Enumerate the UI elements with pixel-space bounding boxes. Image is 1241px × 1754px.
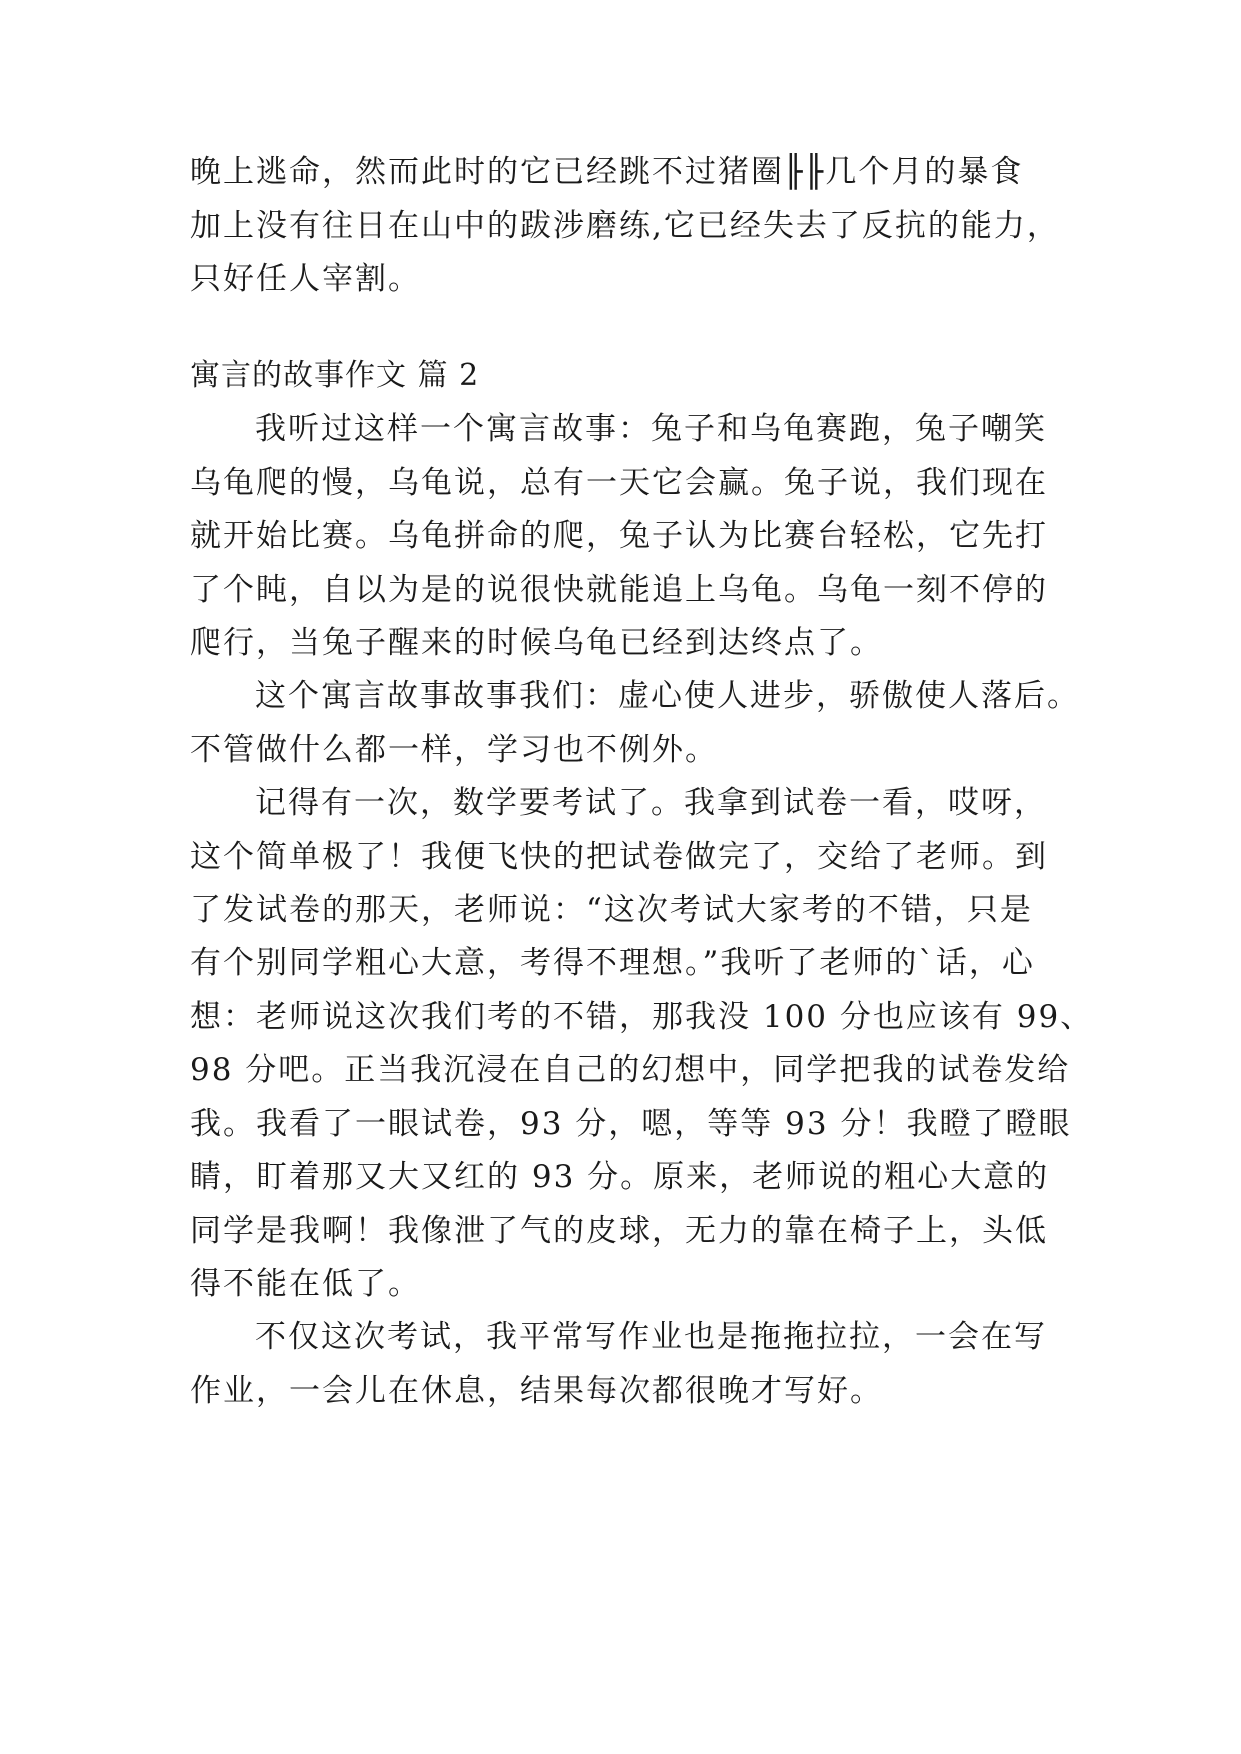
paragraph-line: 这个寓言故事故事我们：虚心使人进步，骄傲使人落后。	[255, 678, 1080, 714]
paragraph-line: 晚上逃命，然而此时的它已经跳不过猪圈╟╟几个月的暴食	[190, 154, 1024, 190]
paragraph-line: 加上没有往日在山中的跋涉磨练,它已经失去了反抗的能力，	[190, 208, 1060, 244]
paragraph-line: 这个简单极了！我便飞快的把试卷做完了，交给了老师。到	[190, 839, 1048, 875]
paragraph-line: 睛，盯着那又大又红的 93 分。原来，老师说的粗心大意的	[190, 1159, 1050, 1195]
paragraph-line: 我听过这样一个寓言故事：兔子和乌龟赛跑，兔子嘲笑	[255, 411, 1047, 447]
paragraph-line: 了个盹，自以为是的说很快就能追上乌龟。乌龟一刻不停的	[190, 572, 1048, 608]
paragraph-line: 我。我看了一眼试卷，93 分，嗯，等等 93 分！我瞪了瞪眼	[190, 1106, 1072, 1142]
paragraph-line: 记得有一次，数学要考试了。我拿到试卷一看，哎呀，	[255, 785, 1047, 821]
paragraph-line: 有个别同学粗心大意，考得不理想。”我听了老师的`话，心	[190, 945, 1035, 981]
section-heading: 寓言的故事作文 篇 2	[190, 358, 480, 393]
paragraph-line: 爬行，当兔子醒来的时候乌龟已经到达终点了。	[190, 625, 883, 661]
paragraph-line: 不管做什么都一样，学习也不例外。	[190, 732, 718, 768]
paragraph-line: 同学是我啊！我像泄了气的皮球，无力的靠在椅子上，头低	[190, 1213, 1048, 1249]
paragraph-line: 了发试卷的那天，老师说：“这次考试大家考的不错，只是	[190, 892, 1033, 928]
paragraph-line: 想：老师说这次我们考的不错，那我没 100 分也应该有 99、	[190, 999, 1094, 1035]
paragraph-line: 98 分吧。正当我沉浸在自己的幻想中，同学把我的试卷发给	[190, 1052, 1071, 1088]
paragraph-line: 就开始比赛。乌龟拼命的爬，兔子认为比赛台轻松，它先打	[190, 518, 1048, 554]
paragraph-line: 只好任人宰割。	[190, 261, 421, 297]
paragraph-line: 乌龟爬的慢，乌龟说，总有一天它会赢。兔子说，我们现在	[190, 465, 1048, 501]
paragraph-line: 得不能在低了。	[190, 1266, 421, 1302]
paragraph-line: 不仅这次考试，我平常写作业也是拖拖拉拉，一会在写	[255, 1319, 1047, 1355]
paragraph-line: 作业，一会儿在休息，结果每次都很晚才写好。	[190, 1373, 883, 1409]
